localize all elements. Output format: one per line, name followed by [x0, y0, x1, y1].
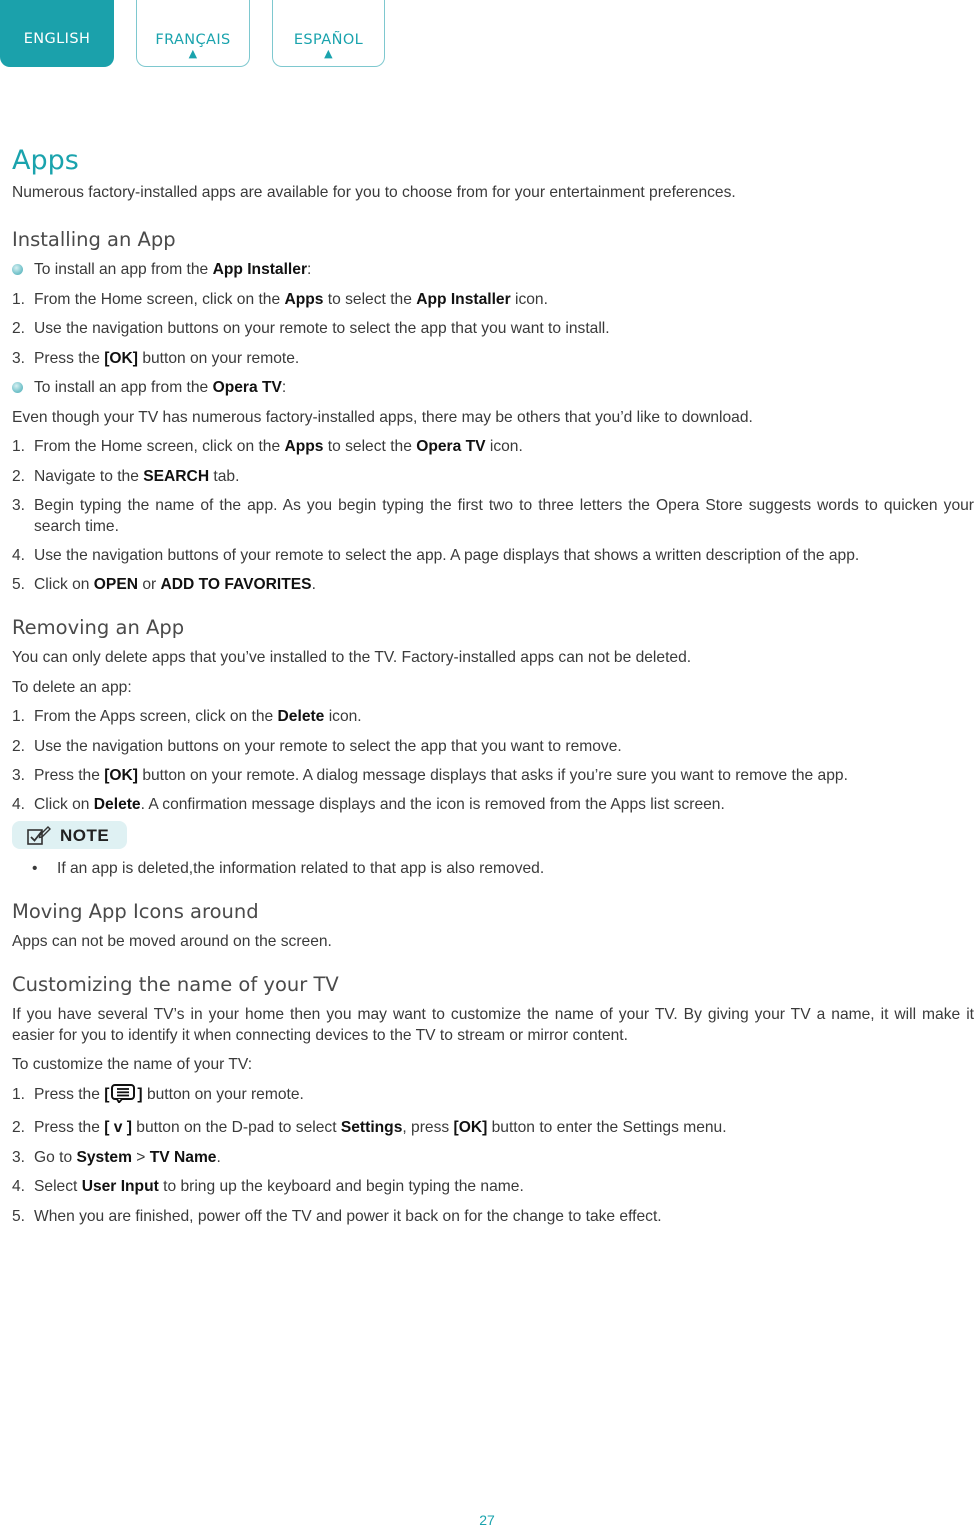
page-number: 27	[479, 1512, 495, 1528]
section-heading-removing: Removing an App	[12, 616, 185, 639]
tab-francais-label: FRANÇAIS	[155, 32, 231, 48]
sphere-bullet-icon	[12, 264, 23, 275]
list-item: • If an app is deleted,the information related to that app is also removed.	[32, 860, 545, 877]
tab-espanol-label: ESPAÑOL	[293, 32, 364, 48]
list-item: 2. Use the navigation buttons on your remote to select the app that you want to install.	[12, 320, 610, 337]
list-item: 5. Click on OPEN or ADD TO FAVORITES.	[12, 576, 316, 593]
sphere-bullet-icon	[12, 382, 23, 393]
removing-paragraph: You can only delete apps that you’ve installed to the TV. Factory-installed apps can not be deleted.	[12, 649, 692, 666]
tab-francais[interactable]	[136, 0, 250, 67]
list-item: 2. Use the navigation buttons on your remote to select the app that you want to remove.	[12, 737, 622, 755]
list-item: 1. From the Home screen, click on the Apps to select the App Installer icon.	[12, 290, 548, 308]
list-item: To install an app from the App Installer:	[12, 259, 974, 280]
list-item: 4. Select User Input to bring up the keyboard and begin typing the name.	[12, 1178, 524, 1195]
list-item: 3. Press the [OK] button on your remote.	[12, 349, 300, 367]
list-item: 2. Navigate to the SEARCH tab.	[12, 467, 240, 485]
tab-espanol[interactable]	[272, 0, 385, 67]
note-badge	[12, 821, 127, 849]
document-body	[12, 140, 974, 1235]
list-item: 2. Press the [ v ] button on the D-pad to select Settings, press [OK] button to enter the Settings menu.	[12, 1119, 727, 1136]
list-item: 1. From the Apps screen, click on the Delete icon.	[12, 708, 362, 725]
menu-button-icon	[111, 1084, 135, 1109]
section-heading-installing: Installing an App	[12, 228, 176, 251]
list-item: 3. Begin typing the name of the app. As you begin typing the first two to three letters the Opera Store suggests words to quicken your search time.	[12, 497, 974, 535]
list-item: 1. From the Home screen, click on the Apps to select the Opera TV icon.	[12, 438, 523, 455]
triangle-up-icon: ▲	[324, 47, 333, 60]
list-item: 1. Press the [ ] button on your remote.	[12, 1084, 974, 1109]
customizing-paragraph: If you have several TV’s in your home then you may want to customize the name of your TV. By giving your TV a name, it will make it easier for you to identify it when connecting devices to the TV to stream or mirror content.	[12, 1006, 974, 1044]
list-item: 5. When you are finished, power off the TV and power it back on for the change to take effect.	[12, 1207, 662, 1225]
removing-lead: To delete an app:	[12, 678, 132, 696]
page-title: Apps	[12, 145, 79, 176]
section-heading-customizing: Customizing the name of your TV	[12, 973, 339, 996]
note-label: NOTE	[60, 826, 110, 845]
edit-checkbox-icon	[26, 826, 52, 846]
tab-english[interactable]	[0, 0, 114, 67]
customizing-lead: To customize the name of your TV:	[12, 1056, 253, 1073]
list-item: 3. Go to System > TV Name.	[12, 1148, 221, 1166]
moving-paragraph: Apps can not be moved around on the screen.	[12, 933, 332, 950]
section-heading-moving: Moving App Icons around	[12, 900, 259, 923]
opera-intro: Even though your TV has numerous factory-installed apps, there may be others that you’d like to download.	[12, 408, 753, 426]
list-item: To install an app from the Opera TV:	[12, 377, 974, 398]
list-item: 4. Use the navigation buttons of your remote to select the app. A page displays that shows a written description of the app.	[12, 547, 860, 564]
language-tabs	[0, 0, 400, 68]
intro-paragraph: Numerous factory-installed apps are available for you to choose from for your entertainment preferences.	[12, 184, 736, 201]
triangle-up-icon: ▲	[188, 47, 198, 60]
list-item: 3. Press the [OK] button on your remote. A dialog message displays that asks if you’re sure you want to remove the app.	[12, 767, 848, 784]
tab-english-label: ENGLISH	[23, 31, 91, 47]
list-item: 4. Click on Delete. A confirmation message displays and the icon is removed from the Apps list screen.	[12, 796, 725, 813]
